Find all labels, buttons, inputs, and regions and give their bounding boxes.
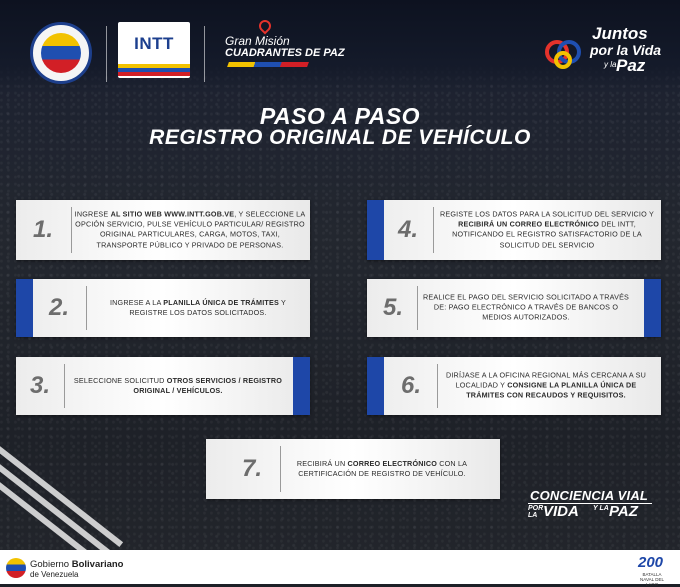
gran-mision-subtitle: CUADRANTES DE PAZ xyxy=(225,47,345,59)
gov-bold: Bolivariano xyxy=(71,559,124,570)
step-card-2 xyxy=(16,279,310,337)
step-separator xyxy=(64,364,65,408)
step-card-3 xyxy=(16,357,310,415)
footer-bar xyxy=(0,550,680,587)
juntos-line3: Paz xyxy=(616,56,646,75)
step-number: 6. xyxy=(401,372,422,399)
juntos-line2: por la Vida xyxy=(590,42,662,58)
step-separator xyxy=(71,207,72,253)
step-card-5 xyxy=(367,279,661,337)
step-text-part: RECIBIRÁ UN xyxy=(296,458,348,468)
step-text xyxy=(74,210,306,251)
juntos-line1: Juntos xyxy=(592,24,648,43)
step-text xyxy=(421,293,631,324)
step-card-1 xyxy=(16,200,310,260)
step-card-7 xyxy=(206,439,500,499)
step-number: 3. xyxy=(30,372,51,399)
step-separator xyxy=(437,364,438,408)
flag-stripe xyxy=(227,62,309,67)
campaign-por: POR LA xyxy=(528,505,544,519)
campaign-title: CONCIENCIA VIAL xyxy=(530,488,649,503)
header-divider xyxy=(204,26,205,82)
step-text-bold: CONSIGNE LA PLANILLA ÚNICA DE TRÁMITES CON RECAUDOS Y REQUISITOS. xyxy=(466,380,637,401)
bicentenario-logo: 200 xyxy=(638,554,664,571)
step-card-6 xyxy=(367,357,661,415)
step-separator xyxy=(280,446,281,492)
step-text-bold: AL SITIO WEB WWW.INTT.GOB.VE xyxy=(110,209,235,219)
government-country: de Venezuela xyxy=(30,570,79,579)
step-number: 7. xyxy=(242,455,263,482)
step-text xyxy=(437,210,657,251)
road-stripe xyxy=(0,419,123,565)
campaign-paz: PAZ xyxy=(609,503,638,520)
step-accent-bar xyxy=(367,200,384,260)
bicentenario-subtitle: BATALLA NAVAL DEL LAGO xyxy=(640,572,664,587)
step-number: 1. xyxy=(33,216,54,243)
step-text-bold: PLANILLA ÚNICA DE TRÁMITES xyxy=(163,297,279,307)
step-separator xyxy=(86,286,87,330)
step-text-bold: OTROS SERVICIOS / REGISTRO ORIGINAL / VEHÍCULOS. xyxy=(133,375,283,395)
government-name xyxy=(30,559,123,570)
gov-prefix: Gobierno xyxy=(30,559,72,570)
step-text-part: , Y SELECCIONE LA OPCIÓN SERVICIO, PULSE VEHÍCULO PARTICULAR/ REGISTRO ORIGINAL PARTICULARES, CARGA, MOTOS, TAXI, TRANSPORTE PÚBLICO Y PRIVADO DE PERSONAS. xyxy=(75,209,306,250)
step-text xyxy=(68,376,288,396)
step-text-part: SELECCIONE SOLICITUD xyxy=(73,375,167,385)
juntos-y: y la xyxy=(604,60,617,69)
step-text-part: INGRESE xyxy=(74,209,111,219)
ministry-seal-logo xyxy=(30,22,92,84)
step-separator xyxy=(417,286,418,330)
step-accent-bar xyxy=(367,357,384,415)
step-text xyxy=(441,371,651,402)
step-separator xyxy=(433,207,434,253)
step-text-part: CON LA CERTIFICACIÓN DE REGISTRO DE VEHÍCULO. xyxy=(298,458,468,478)
intt-logo-text: INTT xyxy=(134,34,174,53)
campaign-yla: Y LA xyxy=(593,505,609,512)
step-number: 5. xyxy=(383,294,404,321)
step-text-part: Y REGISTRE LOS DATOS SOLICITADOS. xyxy=(129,297,287,317)
campaign-vida: VIDA xyxy=(543,503,579,520)
step-card-4 xyxy=(367,200,661,260)
step-text-part: INGRESE A LA xyxy=(109,297,164,307)
step-accent-bar xyxy=(293,357,310,415)
page-title-line2: REGISTRO ORIGINAL DE VEHÍCULO xyxy=(149,126,531,149)
step-accent-bar xyxy=(16,279,33,337)
step-text-part: REGISTE LOS DATOS PARA LA SOLICITUD DEL SERVICIO Y xyxy=(440,209,654,219)
intt-stripe-red xyxy=(118,72,190,76)
location-pin-icon xyxy=(257,18,274,35)
step-text-part: REALICE EL PAGO DEL SERVICIO SOLICITADO A TRAVÉS DE: PAGO ELECTRÓNICO A TRAVÉS DE BANCOS O MEDIOS AUTORIZADOS. xyxy=(422,292,630,323)
page-title-line1: PASO A PASO xyxy=(259,103,421,129)
step-number: 2. xyxy=(49,294,70,321)
header-divider xyxy=(106,26,107,82)
juntos-heart-icon xyxy=(543,36,587,70)
step-text-bold: RECIBIRÁ UN CORREO ELECTRÓNICO xyxy=(458,219,600,229)
step-accent-bar xyxy=(644,279,661,337)
step-text-part: DIRÍJASE A LA OFICINA REGIONAL MÁS CERCANA A SU LOCALIDAD Y xyxy=(445,370,647,390)
government-emblem-icon xyxy=(6,558,26,578)
seal-emblem xyxy=(41,33,81,73)
step-text xyxy=(284,459,480,479)
road-stripe xyxy=(0,401,123,547)
gran-mision-title: Gran Misión xyxy=(225,34,290,48)
step-number: 4. xyxy=(398,216,419,243)
header-bar xyxy=(0,0,680,92)
intt-logo xyxy=(118,22,190,78)
step-text xyxy=(90,298,306,318)
step-text-part: DEL INTT, NOTIFICANDO EL REGISTRO SATISFACTORIO DE LA SOLICITUD DEL SERVICIO xyxy=(452,219,642,250)
step-text-bold: CORREO ELECTRÓNICO xyxy=(347,458,438,468)
